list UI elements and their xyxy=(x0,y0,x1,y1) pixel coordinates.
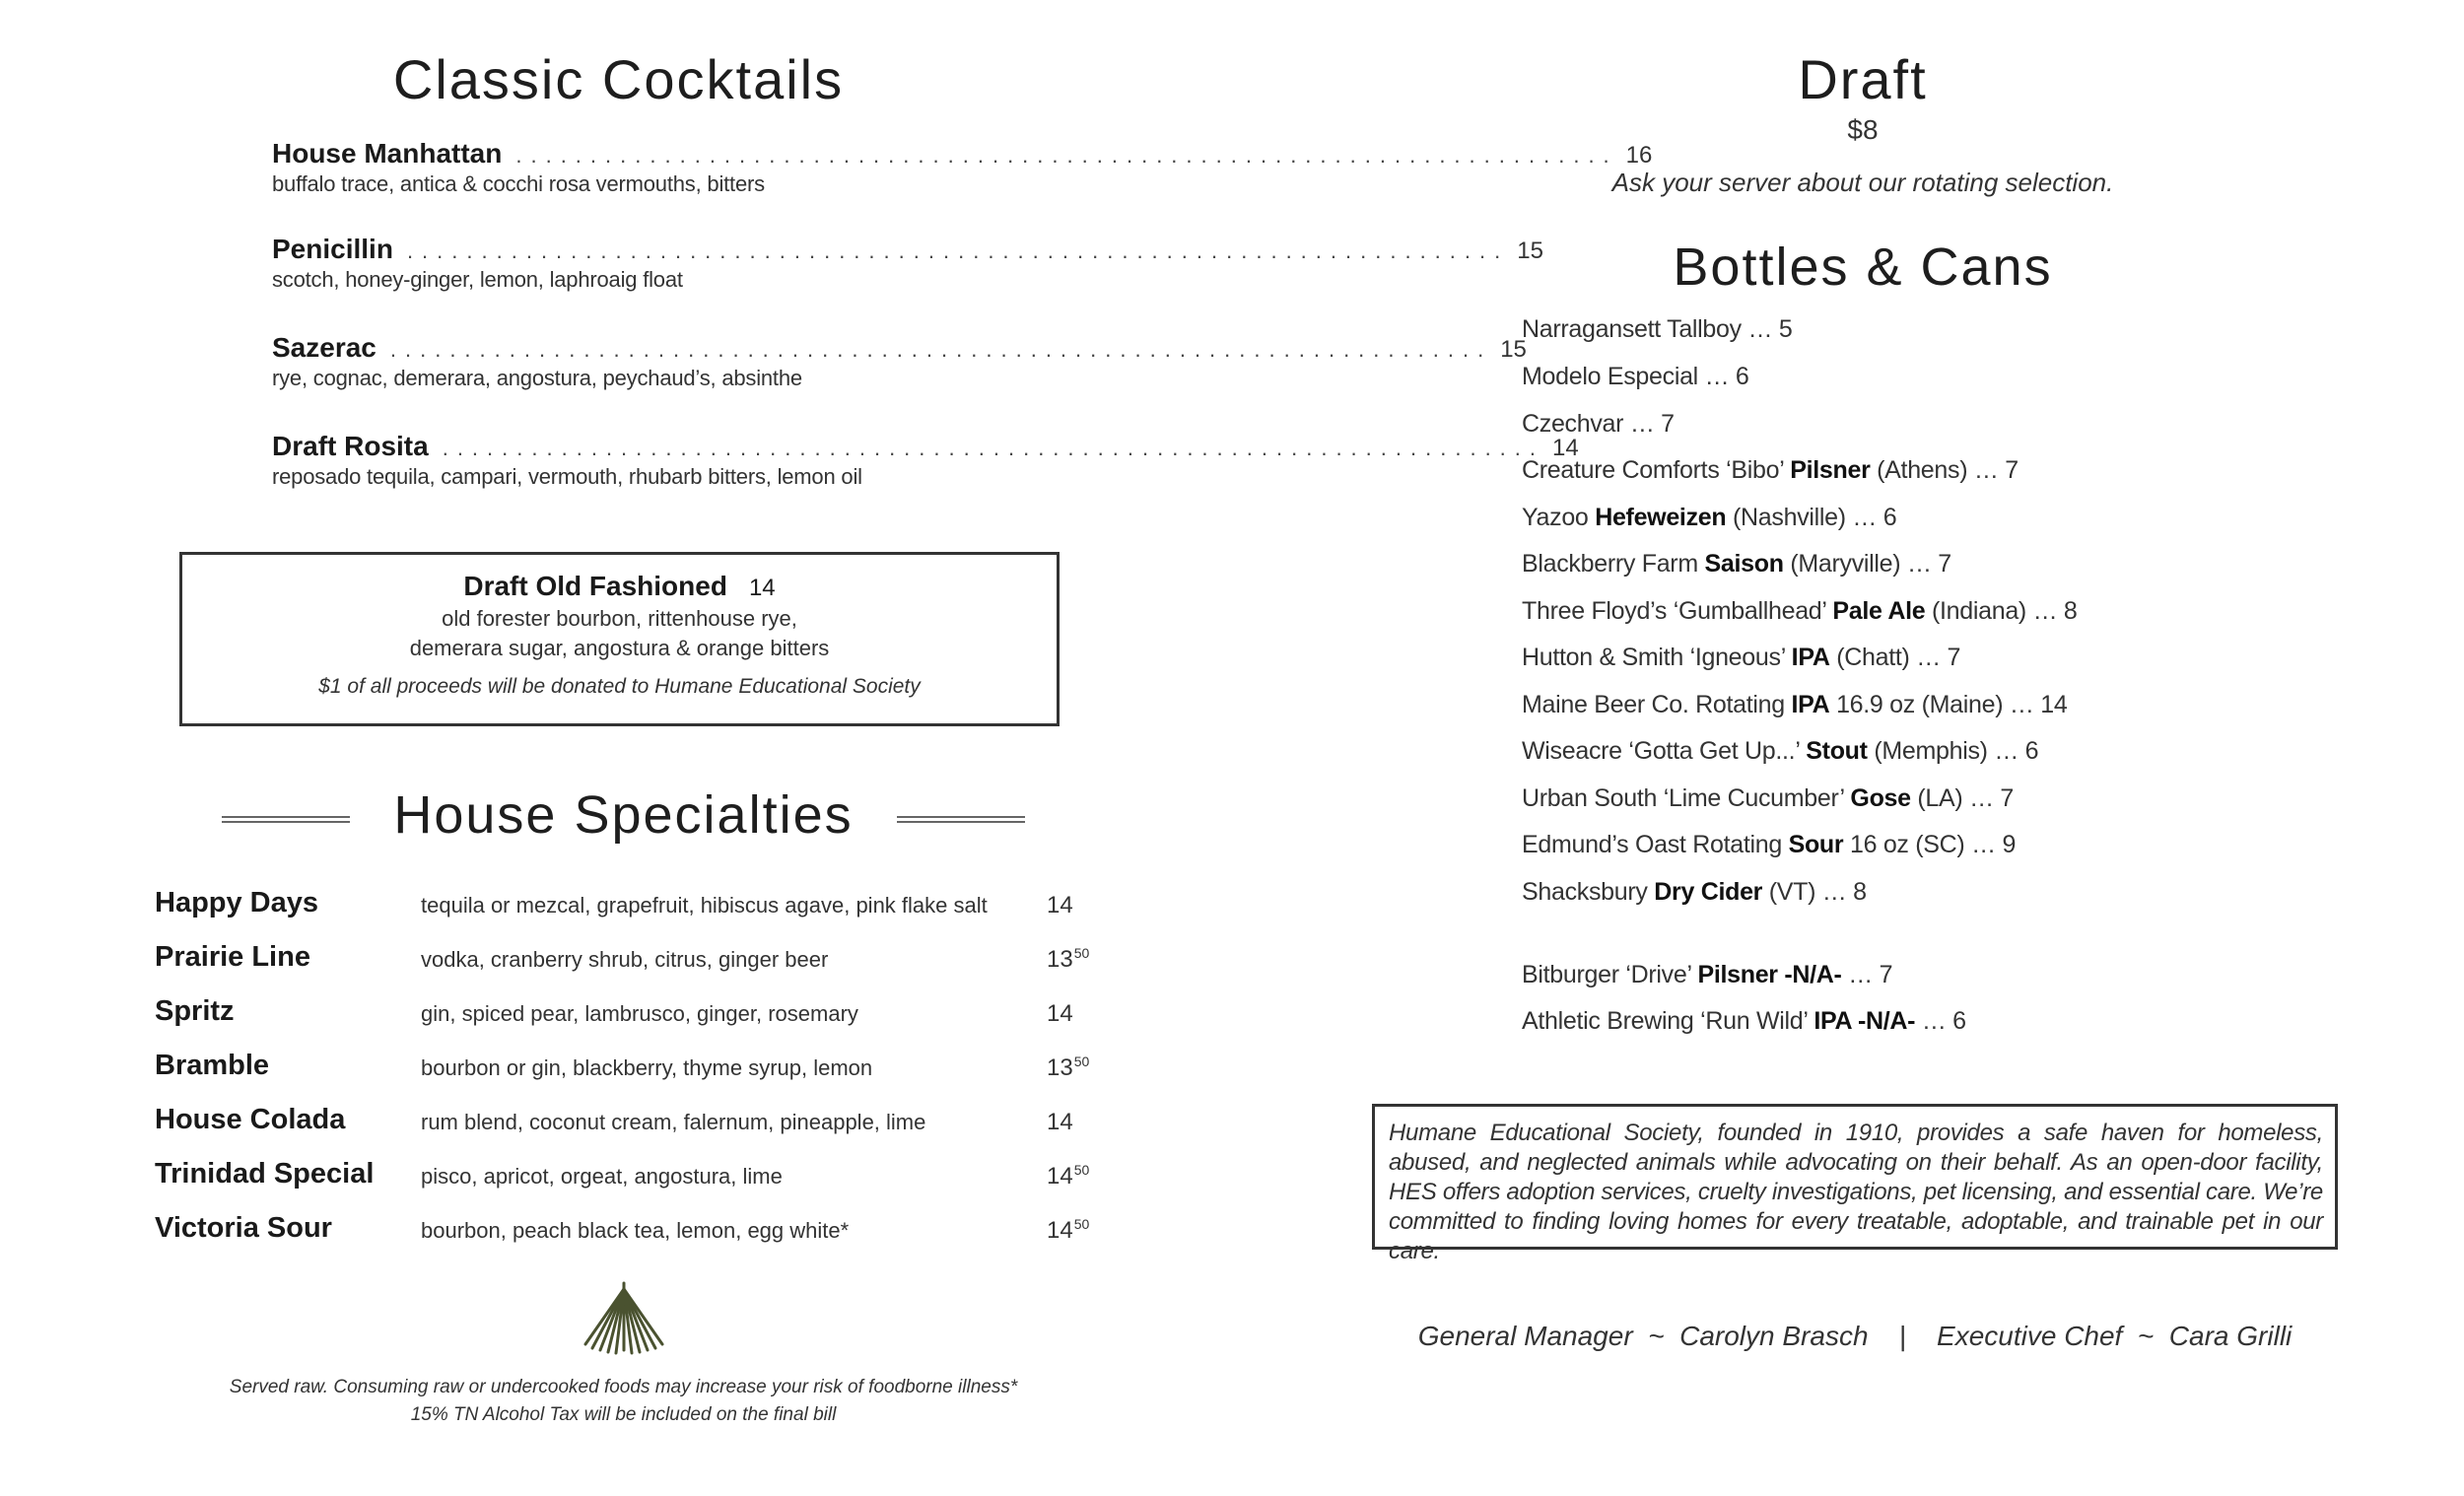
classic-cocktails-title: Classic Cocktails xyxy=(392,48,845,110)
beer-item: Modelo Especial … 6 xyxy=(1522,363,1749,390)
specialty-name: House Colada xyxy=(155,1104,346,1135)
specialty-price: 14 xyxy=(1047,892,1073,918)
raw-food-notice: Served raw. Consuming raw or undercooked foods may increase your risk of foodborne illness* xyxy=(229,1377,1018,1397)
specialty-name: Bramble xyxy=(155,1050,270,1081)
cocktail-name: Sazerac xyxy=(272,332,376,363)
specialty-description: bourbon or gin, blackberry, thyme syrup, lemon xyxy=(421,1055,873,1080)
decorative-rule-right xyxy=(897,816,1025,823)
footer-notes xyxy=(0,1374,1247,1429)
cocktail-item xyxy=(272,332,1527,391)
hes-description: Humane Educational Society, founded in 1910, provides a safe haven for homeless, abused, and neglected animals while advocating on their behalf. As an open-door facility, HES offers adoption services, cruelty investigations, pet licensing, and essential care. We’re committed to finding loving homes for every treatable, adoptable, and trainable pet in our care. xyxy=(1389,1120,2323,1264)
cocktail-price: 14 xyxy=(1552,435,1579,461)
specialty-description: rum blend, coconut cream, falernum, pineapple, lime xyxy=(421,1110,926,1134)
cocktail-description: scotch, honey-ginger, lemon, laphroaig float xyxy=(272,267,683,292)
specialty-price: $14^{50}$ xyxy=(1047,1216,1090,1244)
cocktail-item xyxy=(272,138,1653,197)
beer-item: Czechvar … 7 xyxy=(1522,410,1675,438)
specialty-description: gin, spiced pear, lambrusco, ginger, rosemary xyxy=(421,1001,858,1026)
na-beer-item: Athletic Brewing ‘Run Wild’ IPA -N/A- … 6 xyxy=(1522,1007,1966,1035)
house-specialties-title: House Specialties xyxy=(393,785,854,845)
beer-item: Creature Comforts ‘Bibo’ Pilsner (Athens) … 7 xyxy=(1522,456,2019,484)
specialty-description: vodka, cranberry shrub, citrus, ginger beer xyxy=(421,947,829,972)
cocktail-price: 16 xyxy=(1625,142,1653,169)
featured-description-line-1: old forester bourbon, rittenhouse rye, xyxy=(442,606,797,631)
specialty-item xyxy=(155,887,1140,926)
donation-note: $1 of all proceeds will be donated to Humane Educational Society xyxy=(318,675,921,698)
beer-item: Maine Beer Co. Rotating IPA 16.9 oz (Maine) … 14 xyxy=(1522,691,2068,718)
beer-item: Edmund’s Oast Rotating Sour 16 oz (SC) … 9 xyxy=(1522,831,2017,858)
cocktail-name: Penicillin xyxy=(272,234,393,264)
specialty-name: Prairie Line xyxy=(155,941,310,973)
fern-icon xyxy=(583,1279,664,1354)
specialty-name: Spritz xyxy=(155,995,235,1027)
beer-item: Narragansett Tallboy … 5 xyxy=(1522,315,1793,343)
specialty-price: $13^{50}$ xyxy=(1047,1054,1090,1081)
bottles-cans-title: Bottles & Cans xyxy=(1673,238,2053,297)
specialty-description: tequila or mezcal, grapefruit, hibiscus agave, pink flake salt xyxy=(421,893,988,918)
specialty-item xyxy=(155,1212,1140,1252)
specialty-item xyxy=(155,995,1140,1035)
tax-notice: 15% TN Alcohol Tax will be included on the final bill xyxy=(410,1404,837,1425)
na-beer-item: Bitburger ‘Drive’ Pilsner -N/A- … 7 xyxy=(1522,961,1893,988)
draft-title: Draft xyxy=(1798,48,1928,110)
cocktail-item xyxy=(272,234,1543,293)
staff-credits: General Manager ~ Carolyn Brasch | Executive Chef ~ Cara Grilli xyxy=(1417,1321,2293,1351)
cocktail-name: Draft Rosita xyxy=(272,431,429,461)
featured-description-line-2: demerara sugar, angostura & orange bitters xyxy=(409,636,830,660)
specialty-price: 14 xyxy=(1047,1000,1073,1027)
specialty-name: Victoria Sour xyxy=(155,1212,332,1244)
leader-dots: .......................................................................... xyxy=(406,238,1510,263)
specialty-price: 14 xyxy=(1047,1109,1073,1135)
cocktail-name: House Manhattan xyxy=(272,138,503,169)
cocktail-price: 15 xyxy=(1500,336,1527,363)
featured-cocktail-box xyxy=(179,552,1060,726)
specialty-price: $13^{50}$ xyxy=(1047,945,1090,973)
featured-name-line xyxy=(182,571,1057,602)
specialty-item xyxy=(155,941,1140,981)
beer-item: Wiseacre ‘Gotta Get Up...’ Stout (Memphis) … 6 xyxy=(1522,737,2039,765)
cocktail-description: buffalo trace, antica & cocchi rosa vermouths, bitters xyxy=(272,171,765,196)
cocktail-description: reposado tequila, campari, vermouth, rhubarb bitters, lemon oil xyxy=(272,464,862,489)
cocktail-price: 15 xyxy=(1517,238,1543,264)
specialty-price: $14^{50}$ xyxy=(1047,1162,1090,1190)
cocktail-description: rye, cognac, demerara, angostura, peychaud’s, absinthe xyxy=(272,366,802,390)
leader-dots: .......................................................................... xyxy=(389,337,1493,362)
featured-name: Draft Old Fashioned xyxy=(463,571,727,601)
specialty-item xyxy=(155,1158,1140,1197)
specialty-item xyxy=(155,1050,1140,1089)
hes-info-box xyxy=(1372,1104,2338,1264)
beer-item: Yazoo Hefeweizen (Nashville) … 6 xyxy=(1522,504,1897,531)
specialty-item xyxy=(155,1104,1140,1143)
beer-item: Hutton & Smith ‘Igneous’ IPA (Chatt) … 7 xyxy=(1522,644,1961,671)
featured-price: 14 xyxy=(748,575,776,601)
leader-dots: .......................................................................... xyxy=(442,436,1545,460)
beer-item: Urban South ‘Lime Cucumber’ Gose (LA) … 7 xyxy=(1522,784,2015,812)
draft-note: Ask your server about our rotating selection. xyxy=(1611,168,2114,197)
beer-item: Shacksbury Dry Cider (VT) … 8 xyxy=(1522,878,1867,906)
cocktail-item xyxy=(272,431,1579,490)
specialty-name: Happy Days xyxy=(155,887,319,918)
draft-price: $8 xyxy=(1847,114,1879,145)
leader-dots: .......................................................................... xyxy=(515,143,1618,168)
beer-item: Three Floyd’s ‘Gumballhead’ Pale Ale (Indiana) … 8 xyxy=(1522,597,2078,625)
specialty-name: Trinidad Special xyxy=(155,1158,375,1190)
beer-item: Blackberry Farm Saison (Maryville) … 7 xyxy=(1522,550,1951,578)
specialty-description: bourbon, peach black tea, lemon, egg white* xyxy=(421,1218,850,1243)
specialty-description: pisco, apricot, orgeat, angostura, lime xyxy=(421,1164,783,1189)
